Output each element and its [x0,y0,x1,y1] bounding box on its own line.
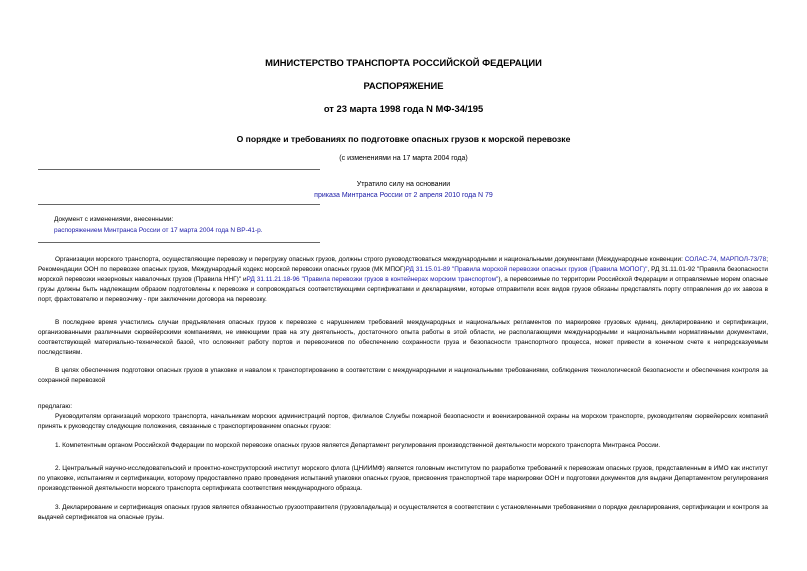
changes-link-container [54,226,263,236]
text-span: , РД 31.11.01-92 "Правила безопасности морской перевозки незерновых навалочных грузов (Правила ННГ)" и [38,265,768,283]
paragraph-purpose: В целях обеспечения подготовки опасных грузов в упаковке и навалом к транспортированию в соответствии с международными и национальными требованиями, соблюдения технологической безопасности и обеспечения контроля за сохранной перевозкой [38,367,768,384]
document-date-number: от 23 марта 1998 года N МФ-34/195 [323,103,484,114]
rd-31-15-01-89-link[interactable]: РД 31.15.01-89 "Правила морской перевозки опасных грузов (Правила МОПОГ)" [405,265,648,273]
paragraph-intro [38,255,768,305]
paragraph-item-3: 3. Декларирование и сертификация опасных грузов является обязанностью грузоотправителя (грузовладельца) и осуществляется в соответствии с установленными требованиями о порядке декларирования, сертификации и контроля за выдачей сертификатов на опасные грузы. [38,504,768,521]
solas-marpol-link[interactable]: СОЛАС-74, МАРПОЛ-73/78 [684,256,767,263]
void-order-link[interactable]: приказа Минтранса России от 2 апреля 2010 года N 79 [314,192,493,199]
text-span: Организации морского транспорта, осуществляющие перевозку и перегрузку опасных грузов, должны строго руководствоваться международными и национальными документами (Международные конвенции: [55,256,685,263]
divider [38,169,320,170]
paragraph-item-2: 2. Центральный научно-исследовательский и проектно-конструкторский институт морского флота (ЦНИИМФ) является головным институтом по разработке требований к перевозкам опасных грузов, представленным в ИМО как институт по упаковке, испытаниям и сертификации, которому предоставлено право проведения испытаний упаковки опасных грузов, присвоения транспортной таре маркировки ООН и подготовки документов для выдачи Департаментом регулирования производственной деятельности морского транспорта сертификата соответствия международного образца. [38,465,768,492]
void-notice-container [0,192,807,199]
void-notice-text: Утратило силу на основании [356,181,451,188]
rd-31-11-21-18-96-link[interactable]: РД 31.11.21.18-96 "Правила перевозки грузов в контейнерах морским транспортом" [246,275,499,283]
divider [38,204,320,205]
paragraph-propose: предлагаю: [38,403,73,410]
changes-order-link[interactable]: распоряжением Минтранса России от 17 марта 2004 года N ВР-41-р. [54,227,263,234]
amendments-note: (с изменениями на 17 марта 2004 года) [339,155,468,162]
document-title: О порядке и требованиях по подготовке опасных грузов к морской перевозке [236,134,571,144]
changes-label: Документ с изменениями, внесенными: [54,216,174,223]
paragraph-violations: В последнее время участились случаи предъявления опасных грузов к перевозке с нарушением требований международных и национальных регламентов по маркировке грузовых единиц, декларированию и сертификации, организованными различными сюрвейерскими компаниями, не имеющими прав на эту деятельность, достаточного опыта работы в этой области, не располагающими международными и национальными нормативными документами, соответствующей материально-технической базой, что осложняет работу портов и перевозчиков по обеспечению сохранности груза и безопасности транспортного процесса, может привести в конечном счете к непредсказуемым последствиям. [38,319,768,356]
ministry-heading: МИНИСТЕРСТВО ТРАНСПОРТА РОССИЙСКОЙ ФЕДЕРАЦИИ [265,57,542,68]
paragraph-directive: Руководителям организаций морского транспорта, начальникам морских администраций портов, филиалов Службы пожарной безопасности и военизированной охраны на морском транспорте, руководителям сюрвейерских компаний принять к руководству следующие положения, связанные с транспортированием опасных грузов: [38,413,768,430]
document-type-heading: РАСПОРЯЖЕНИЕ [363,80,444,91]
paragraph-item-1: 1. Компетентным органом Российской Федерации по морской перевозке опасных грузов является Департамент регулирования производственной деятельности морского транспорта Минтранса России. [55,442,661,449]
text-span: ), а перевозимые по территории Российской Федерации и отправляемые морем опасные грузы должны быть надлежащим образом подготовлены к перевозке и сопровождаться соответствующими сертификатами и декларациями, которые отправители всех видов грузов обязаны представлять порту отправления до их завоза в порт, фрахтователю и перевозчику - при заключении договора на перевозку. [38,275,768,303]
text-span: ; Рекомендации ООН по перевозке опасных грузов, Международный кодекс морской перевозки опасных грузов (МК МПОГ) [38,256,768,273]
divider [38,242,320,243]
